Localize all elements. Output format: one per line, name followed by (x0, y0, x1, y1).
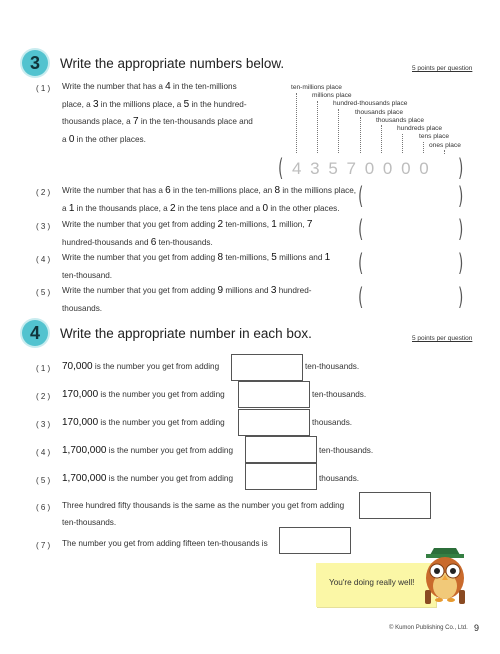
question-text (62, 249, 362, 284)
question-number: ( 2 ) (36, 392, 51, 401)
place-label: hundreds place (397, 125, 443, 132)
question-text: 170,000 is the number you get from adding (62, 417, 225, 428)
answer-paren-left[interactable]: ( (358, 283, 364, 311)
question-text (62, 282, 362, 317)
question-line: hundred-thousands and 6 ten-thousands. (62, 236, 213, 248)
answer-paren-right: ) (458, 249, 464, 277)
place-label: hundred-thousands place (333, 100, 408, 107)
question-number: ( 1 ) (36, 364, 51, 373)
unit-text: ten-thousands. (319, 446, 374, 455)
question-number: ( 4 ) (36, 255, 51, 264)
guide-line (317, 101, 318, 153)
place-label: tens place (419, 133, 450, 140)
answer-paren-left[interactable]: ( (358, 249, 364, 277)
answer-paren-left: ( (278, 154, 284, 182)
answer-box[interactable] (231, 354, 303, 381)
question-number: ( 2 ) (36, 188, 51, 197)
guide-line (360, 117, 361, 153)
section-title: Write the appropriate number in each box. (60, 326, 312, 341)
encouragement-text: You're doing really well! (329, 578, 415, 587)
question-text (62, 216, 362, 251)
question-line: Write the number that has a 4 in the ten-millions (62, 81, 237, 92)
answer-box[interactable] (238, 409, 310, 436)
question-number: ( 7 ) (36, 541, 51, 550)
question-line: a 0 in the other places. (62, 133, 146, 145)
place-label: ones place (429, 142, 461, 149)
guide-line (381, 125, 382, 153)
answer-paren-left[interactable]: ( (358, 182, 364, 210)
place-label: thousands place (376, 117, 425, 124)
answer-box[interactable] (359, 492, 431, 519)
question-number: ( 6 ) (36, 503, 51, 512)
question-line: Write the number that you get from adding 9 millions and 3 hundred- (62, 285, 312, 296)
question-number: ( 3 ) (36, 222, 51, 231)
copyright: © Kumon Publishing Co., Ltd. (389, 625, 468, 631)
question-text (62, 182, 362, 217)
question-text: 70,000 is the number you get from adding (62, 361, 220, 372)
question-text: The number you get from adding fifteen ten-thousands is (62, 539, 268, 548)
page-number: 9 (474, 623, 480, 633)
question-line: Write the number that you get from adding 8 ten-millions, 5 millions and 1 (62, 252, 331, 263)
unit-text: thousands. (319, 474, 360, 483)
points-label: 5 points per question (412, 335, 473, 342)
unit-text: thousands. (312, 418, 353, 427)
guide-line (423, 142, 424, 153)
question-number: ( 3 ) (36, 420, 51, 429)
answer-box[interactable] (279, 527, 351, 554)
points-label: 5 points per question (412, 65, 473, 72)
question-line: a 1 in the thousands place, a 2 in the tens place and a 0 in the other places. (62, 202, 340, 214)
answer-paren-right: ) (458, 283, 464, 311)
question-text: 1,700,000 is the number you get from adding (62, 473, 234, 484)
unit-text: ten-thousands. (312, 390, 367, 399)
section-title: Write the appropriate numbers below. (60, 56, 285, 71)
answer-paren-right: ) (458, 154, 464, 182)
question-line: thousands place, a 7 in the ten-thousands place and (62, 116, 253, 127)
section-number-badge: 3 (22, 50, 48, 76)
place-label: thousands place (355, 109, 404, 116)
section-number-badge: 4 (22, 320, 48, 346)
question-line: Write the number that has a 6 in the ten-millions place, an 8 in the millions place, (62, 185, 357, 196)
question-number: ( 4 ) (36, 448, 51, 457)
question-text: Three hundred fifty thousands is the same as the number you get from adding (62, 501, 345, 510)
place-label: ten-millions place (291, 84, 342, 91)
answer-digits: 4 3 5 7 0 0 0 0 (292, 159, 431, 178)
guide-line (296, 93, 297, 153)
answer-paren-left[interactable]: ( (358, 215, 364, 243)
answer-box[interactable] (245, 463, 317, 490)
question-number: ( 1 ) (36, 84, 51, 93)
question-line: place, a 3 in the millions place, a 5 in the hundred- (62, 98, 247, 110)
owl-mascot-icon (420, 546, 470, 612)
question-line: thousands. (62, 303, 103, 313)
guide-line (444, 150, 445, 154)
unit-text: ten-thousands. (305, 362, 360, 371)
answer-paren-right: ) (458, 215, 464, 243)
guide-line (402, 134, 403, 153)
question-text (62, 78, 282, 148)
question-line: ten-thousand. (62, 270, 113, 280)
question-number: ( 5 ) (36, 288, 51, 297)
question-line: Write the number that you get from adding 2 ten-millions, 1 million, 7 (62, 219, 313, 230)
place-label: millions place (312, 92, 352, 99)
guide-line (338, 109, 339, 153)
question-text: 170,000 is the number you get from adding (62, 389, 225, 400)
question-text: 1,700,000 is the number you get from adding (62, 445, 234, 456)
answer-box[interactable] (238, 381, 310, 408)
encouragement-note (316, 563, 436, 607)
question-text: ten-thousands. (62, 518, 117, 527)
answer-box[interactable] (245, 436, 317, 463)
answer-paren-right: ) (458, 182, 464, 210)
question-number: ( 5 ) (36, 476, 51, 485)
